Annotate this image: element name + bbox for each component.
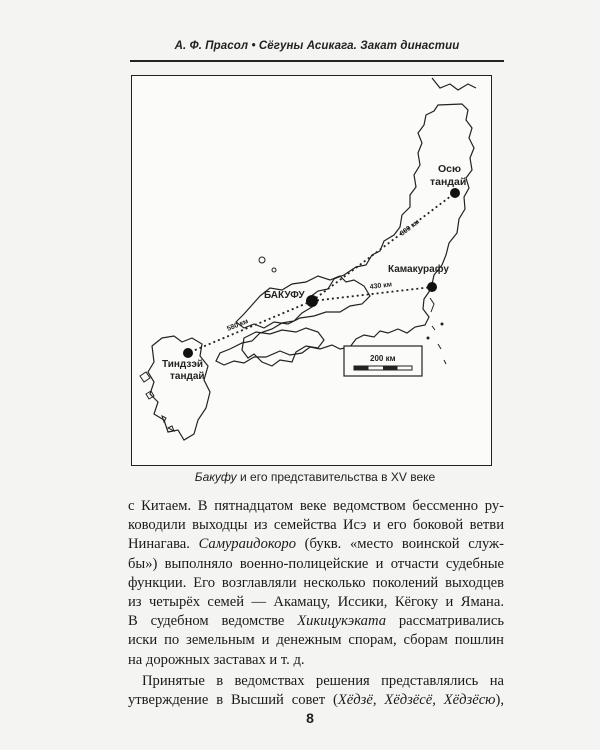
paragraph-2 bbox=[128, 672, 504, 710]
distance-kamakura-label: 430 км bbox=[369, 281, 393, 291]
text-line: утверждение в Высший совет (Хёдзё, Хёдзёсё, Хёдзёсю), bbox=[128, 692, 504, 709]
text-line: на дорожных заставах и т. д. bbox=[128, 651, 305, 668]
text-line: иски по земельным и денежным спорам, сборам пошлин bbox=[128, 632, 504, 649]
caption-italic: Бакуфу bbox=[194, 470, 237, 484]
kamakura-marker bbox=[427, 282, 437, 292]
paragraph-1 bbox=[128, 497, 504, 670]
japan-map bbox=[132, 76, 490, 464]
tindzei-label-line2: тандай bbox=[170, 371, 205, 382]
kyushu-coastline bbox=[148, 336, 210, 440]
distance-tindzei-label: 580 км bbox=[226, 318, 250, 333]
shikoku-coastline bbox=[242, 328, 324, 366]
page-number: 8 bbox=[306, 710, 314, 726]
figure-caption bbox=[130, 470, 500, 484]
osyu-marker bbox=[450, 188, 460, 198]
map-figure bbox=[131, 75, 492, 466]
text-line: Нинагава. Самураидокоро (букв. «место воинской служ- bbox=[128, 536, 504, 553]
text-line: из четырёх семей — Акамацу, Иссики, Кёгоку и Ямана. bbox=[128, 594, 504, 611]
scale-label: 200 км bbox=[370, 354, 396, 363]
text-line: функции. Его возглавляли несколько поколений выходцев bbox=[128, 574, 504, 591]
kamakura-label: Камакурафу bbox=[388, 264, 449, 275]
tindzei-label-line1: Тиндзэй bbox=[162, 359, 204, 370]
hokkaido-coastline bbox=[432, 78, 476, 90]
text-line: ководили выходцы из семейства Исэ и его боковой ветви bbox=[128, 517, 504, 534]
tindzei-marker bbox=[183, 348, 193, 358]
running-title: А. Ф. Прасол • Сёгуны Асикага. Закат династии bbox=[174, 40, 460, 52]
text-line: В судебном ведомстве Хикицукэката рассматривались bbox=[128, 613, 504, 630]
honshu-coastline bbox=[216, 104, 474, 365]
text-line: с Китаем. В пятнадцатом веке ведомством бессменно ру- bbox=[128, 498, 504, 514]
distance-osyu-label: 800 км bbox=[398, 218, 422, 238]
text-line: Принятые в ведомствах решения представлялись на bbox=[142, 672, 504, 689]
bakufu-marker bbox=[306, 295, 318, 307]
osyu-label-line1: Осю bbox=[438, 163, 461, 175]
bakufu-label: БАКУФУ bbox=[264, 290, 305, 301]
header-rule bbox=[130, 60, 504, 62]
caption-rest: и его представительства в XV веке bbox=[236, 470, 436, 484]
body-text bbox=[128, 497, 504, 710]
text-line: бы») выполняло военно-полицейские и отчасти судебные bbox=[128, 555, 504, 572]
western-honshu-coastline bbox=[236, 276, 370, 328]
osyu-label-line2: тандай bbox=[430, 176, 467, 188]
